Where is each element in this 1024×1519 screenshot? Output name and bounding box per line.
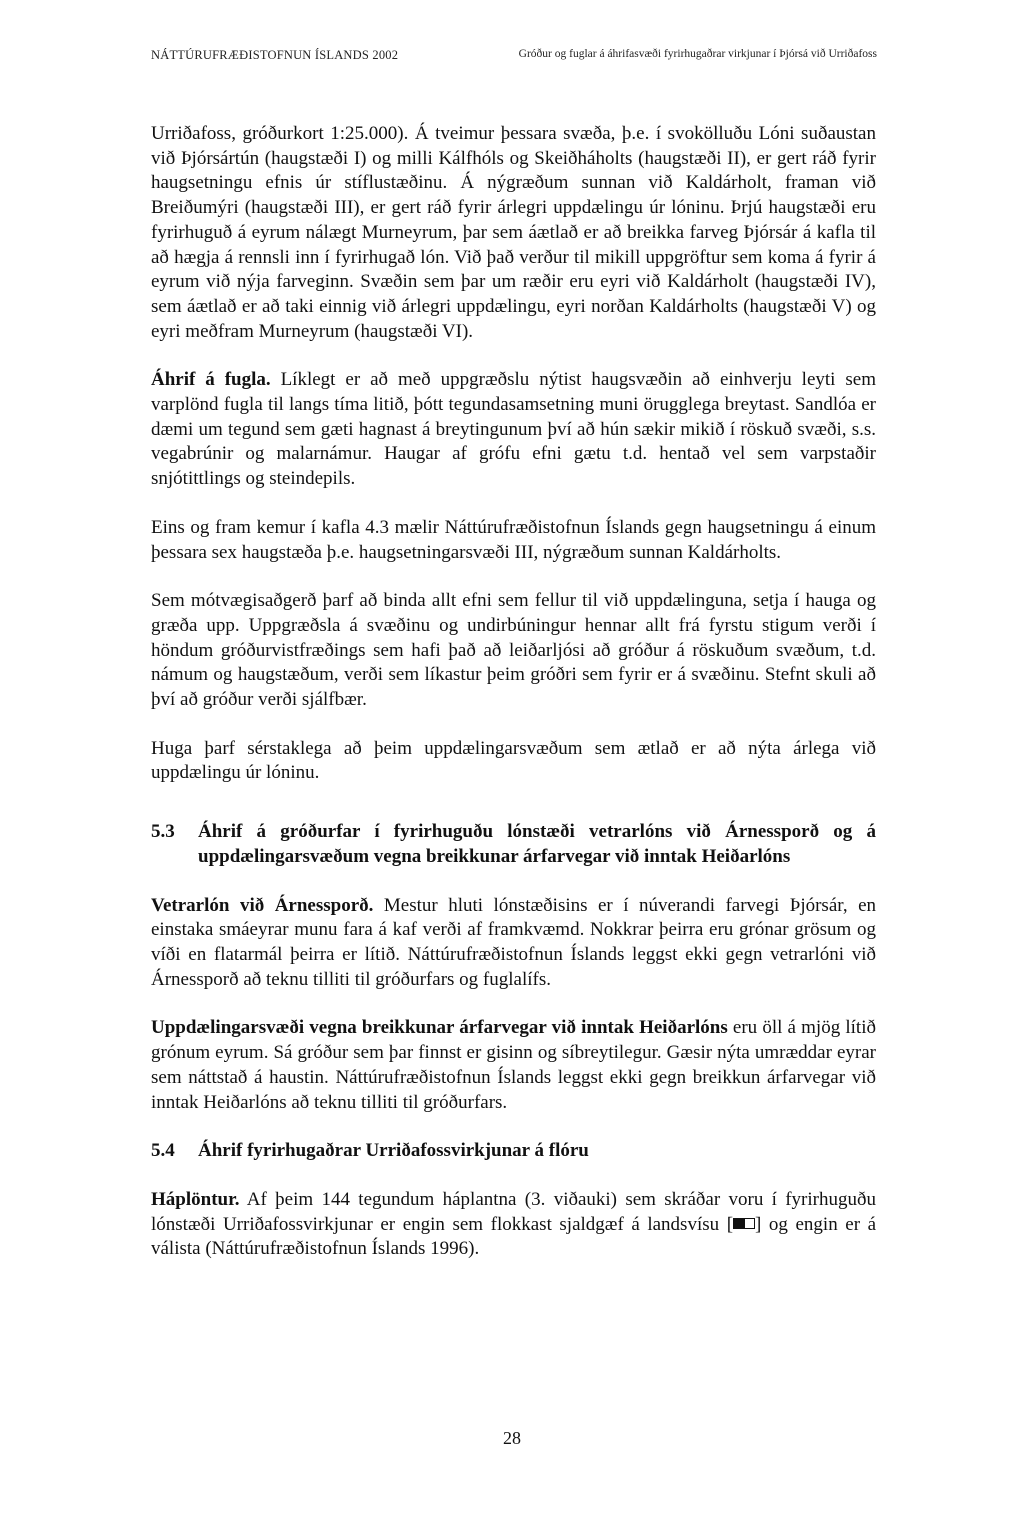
page-number: 28: [503, 1428, 521, 1448]
section-number: 5.3: [151, 821, 175, 843]
header-institution: NÁTTÚRUFRÆÐISTOFNUN ÍSLANDS 2002: [151, 48, 399, 62]
paragraph-text: Líklegt er að með uppgræðslu nýtist haugsvæðin að einhverju leyti sem varplönd fugla til langs tíma litið, þótt tegundasamsetning muni örugglega breytast. Sandlóa er dæmi um tegund sem gæti hagnast á breytingunum því að hún sækir mikið í röskuð svæði, s.s. vegabrúnir og malarnámur. Haugar af grófu efni gætu t.d. hentað vel sem varpstaðir snjótittlings og steindepils.: [151, 369, 877, 490]
paragraph-text: Af þeim 144 tegundum háplantna (3. viðauki) sem skráðar voru í fyrirhuguðu lónstæði Urriðafossvirkjunar er engin sem flokkast sjaldgæf á landsvísu: [151, 1188, 876, 1235]
page-body: [151, 122, 876, 1262]
paragraph-text: Mestur hluti lónstæðisins er í núverandi farvegi Þjórsár, en einstaka smáeyrar munu fara á kaf verði af framkvæmd. Nokkrar þeirra eru grónar grösum og víði en flatarmál þeirra er lítið. Náttúrufræðistofnun Íslands leggst ekki gegn vetrarlóni við Árnessporð að teknu tilliti til gróðurfars og fuglalífs.: [151, 894, 876, 990]
bracket-close: ]: [755, 1213, 762, 1235]
paragraph-breikkun-arfarvegar: [151, 1016, 876, 1115]
empty-square-icon: [744, 1218, 755, 1229]
paragraph-motvaegisadgerd: Sem mótvægisaðgerð þarf að binda allt efni sem fellur til við uppdælinguna, setja í hauga og græða upp. Uppgræðsla á svæðinu og undirbúningur hennar allt frá fyrstu stigum verði í höndum gróðurvistfræðings sem hafi það að leiðarljósi að gróður á röskuðum svæðum, t.d. námum og haugstæðum, verði sem líkastur þeim gróðri sem fyrir er á svæðinu. Stefnt skuli að því að gróður verði sjálfbær.: [151, 590, 876, 711]
filled-square-icon: [733, 1218, 744, 1229]
section-heading-5-3: [151, 820, 876, 869]
bracket-open: [: [726, 1213, 734, 1235]
section-title: Áhrif á gróðurfar í fyrirhuguðu lónstæði vetrarlóns við Árnessporð og á uppdælingarsvæðum vegna breikkunar árfarvegar við inntak Heiðarlóns: [198, 821, 876, 867]
run-in-heading-haplontur: Háplöntur.: [151, 1188, 240, 1210]
paragraph-vetrarlon: [151, 894, 876, 993]
section-title: Áhrif fyrirhugaðrar Urriðafossvirkjunar á flóru: [198, 1140, 589, 1162]
paragraph-text: eru öll á mjög lítið grónum eyrum. Sá gróður sem þar finnst er gisinn og síbreytilegur. Gæsir nýta umræddar eyrar sem náttstað á haustin. Náttúrufræðistofnun Íslands leggst ekki gegn breikkun árfarvegar við inntak Heiðarlóns að teknu tilliti til gróðurfars.: [151, 1017, 876, 1113]
section-heading-5-4: [151, 1139, 876, 1164]
paragraph-kafli-4-3: Eins og fram kemur í kafla 4.3 mælir Náttúrufræðistofnun Íslands gegn haugsetningu á einum þessara sex haugstæða þ.e. haugsetningarsvæði III, nýgræðum sunnan Kaldárholts.: [151, 516, 876, 563]
paragraph-uppdaelingarsvaedi: Huga þarf sérstaklega að þeim uppdælingarsvæðum sem ætlað er að nýta árlega við uppdælingu úr lóninu.: [151, 737, 876, 784]
running-header: [151, 48, 877, 70]
header-report-title: Gróður og fuglar á áhrifasvæði fyrirhugaðrar virkjunar í Þjórsá við Urriðafoss: [518, 48, 877, 60]
paragraph-text-end: og engin er á válista (Náttúrufræðistofnun Íslands 1996).: [151, 1213, 877, 1260]
run-in-heading-vetrarlon: Vetrarlón við Árnessporð.: [151, 894, 374, 916]
paragraph-haplontur: [151, 1188, 876, 1262]
run-in-heading-ahrif-fugla: Áhrif á fugla.: [151, 369, 271, 391]
run-in-heading-uppdaelingarsvaedi: Uppdælingarsvæði vegna breikkunar árfarvegar við inntak Heiðarlóns: [151, 1017, 728, 1039]
paragraph-haugstaedi: Urriðafoss, gróðurkort 1:25.000). Á tveimur þessara svæða, þ.e. í svokölluðu Lóni suðaustan við Þjórsártún (haugstæði I) og milli Kálfhóls og Skeiðháholts (haugstæði II), er gert ráð fyrir haugsetningu efnis úr stíflustæðinu. Á nýgræðum sunnan við Kaldárholt, framan við Breiðumýri (haugstæði III), er gert ráð fyrir árlegri uppdælingu úr lóninu. Þrjú haugstæði eru fyrirhuguð á eyrum nálægt Murneyrum, þar sem áætlað er að breikka farveg Þjórsár á kafla til að hægja á rennsli inn í fyrirhugað lón. Við það verður til mikill uppgröftur sem koma á fyrir á eyrum við nýja farveginn. Svæðin sem þar um ræðir eru eyri við Kaldárholt (haugstæði IV), sem áætlað er að taki einnig við árlegri uppdælingu, eyri norðan Kaldárholts (haugstæði V) og eyri meðfram Murneyrum (haugstæði VI).: [151, 123, 876, 342]
paragraph-ahrif-fugla: [151, 368, 876, 492]
section-number: 5.4: [151, 1140, 175, 1162]
